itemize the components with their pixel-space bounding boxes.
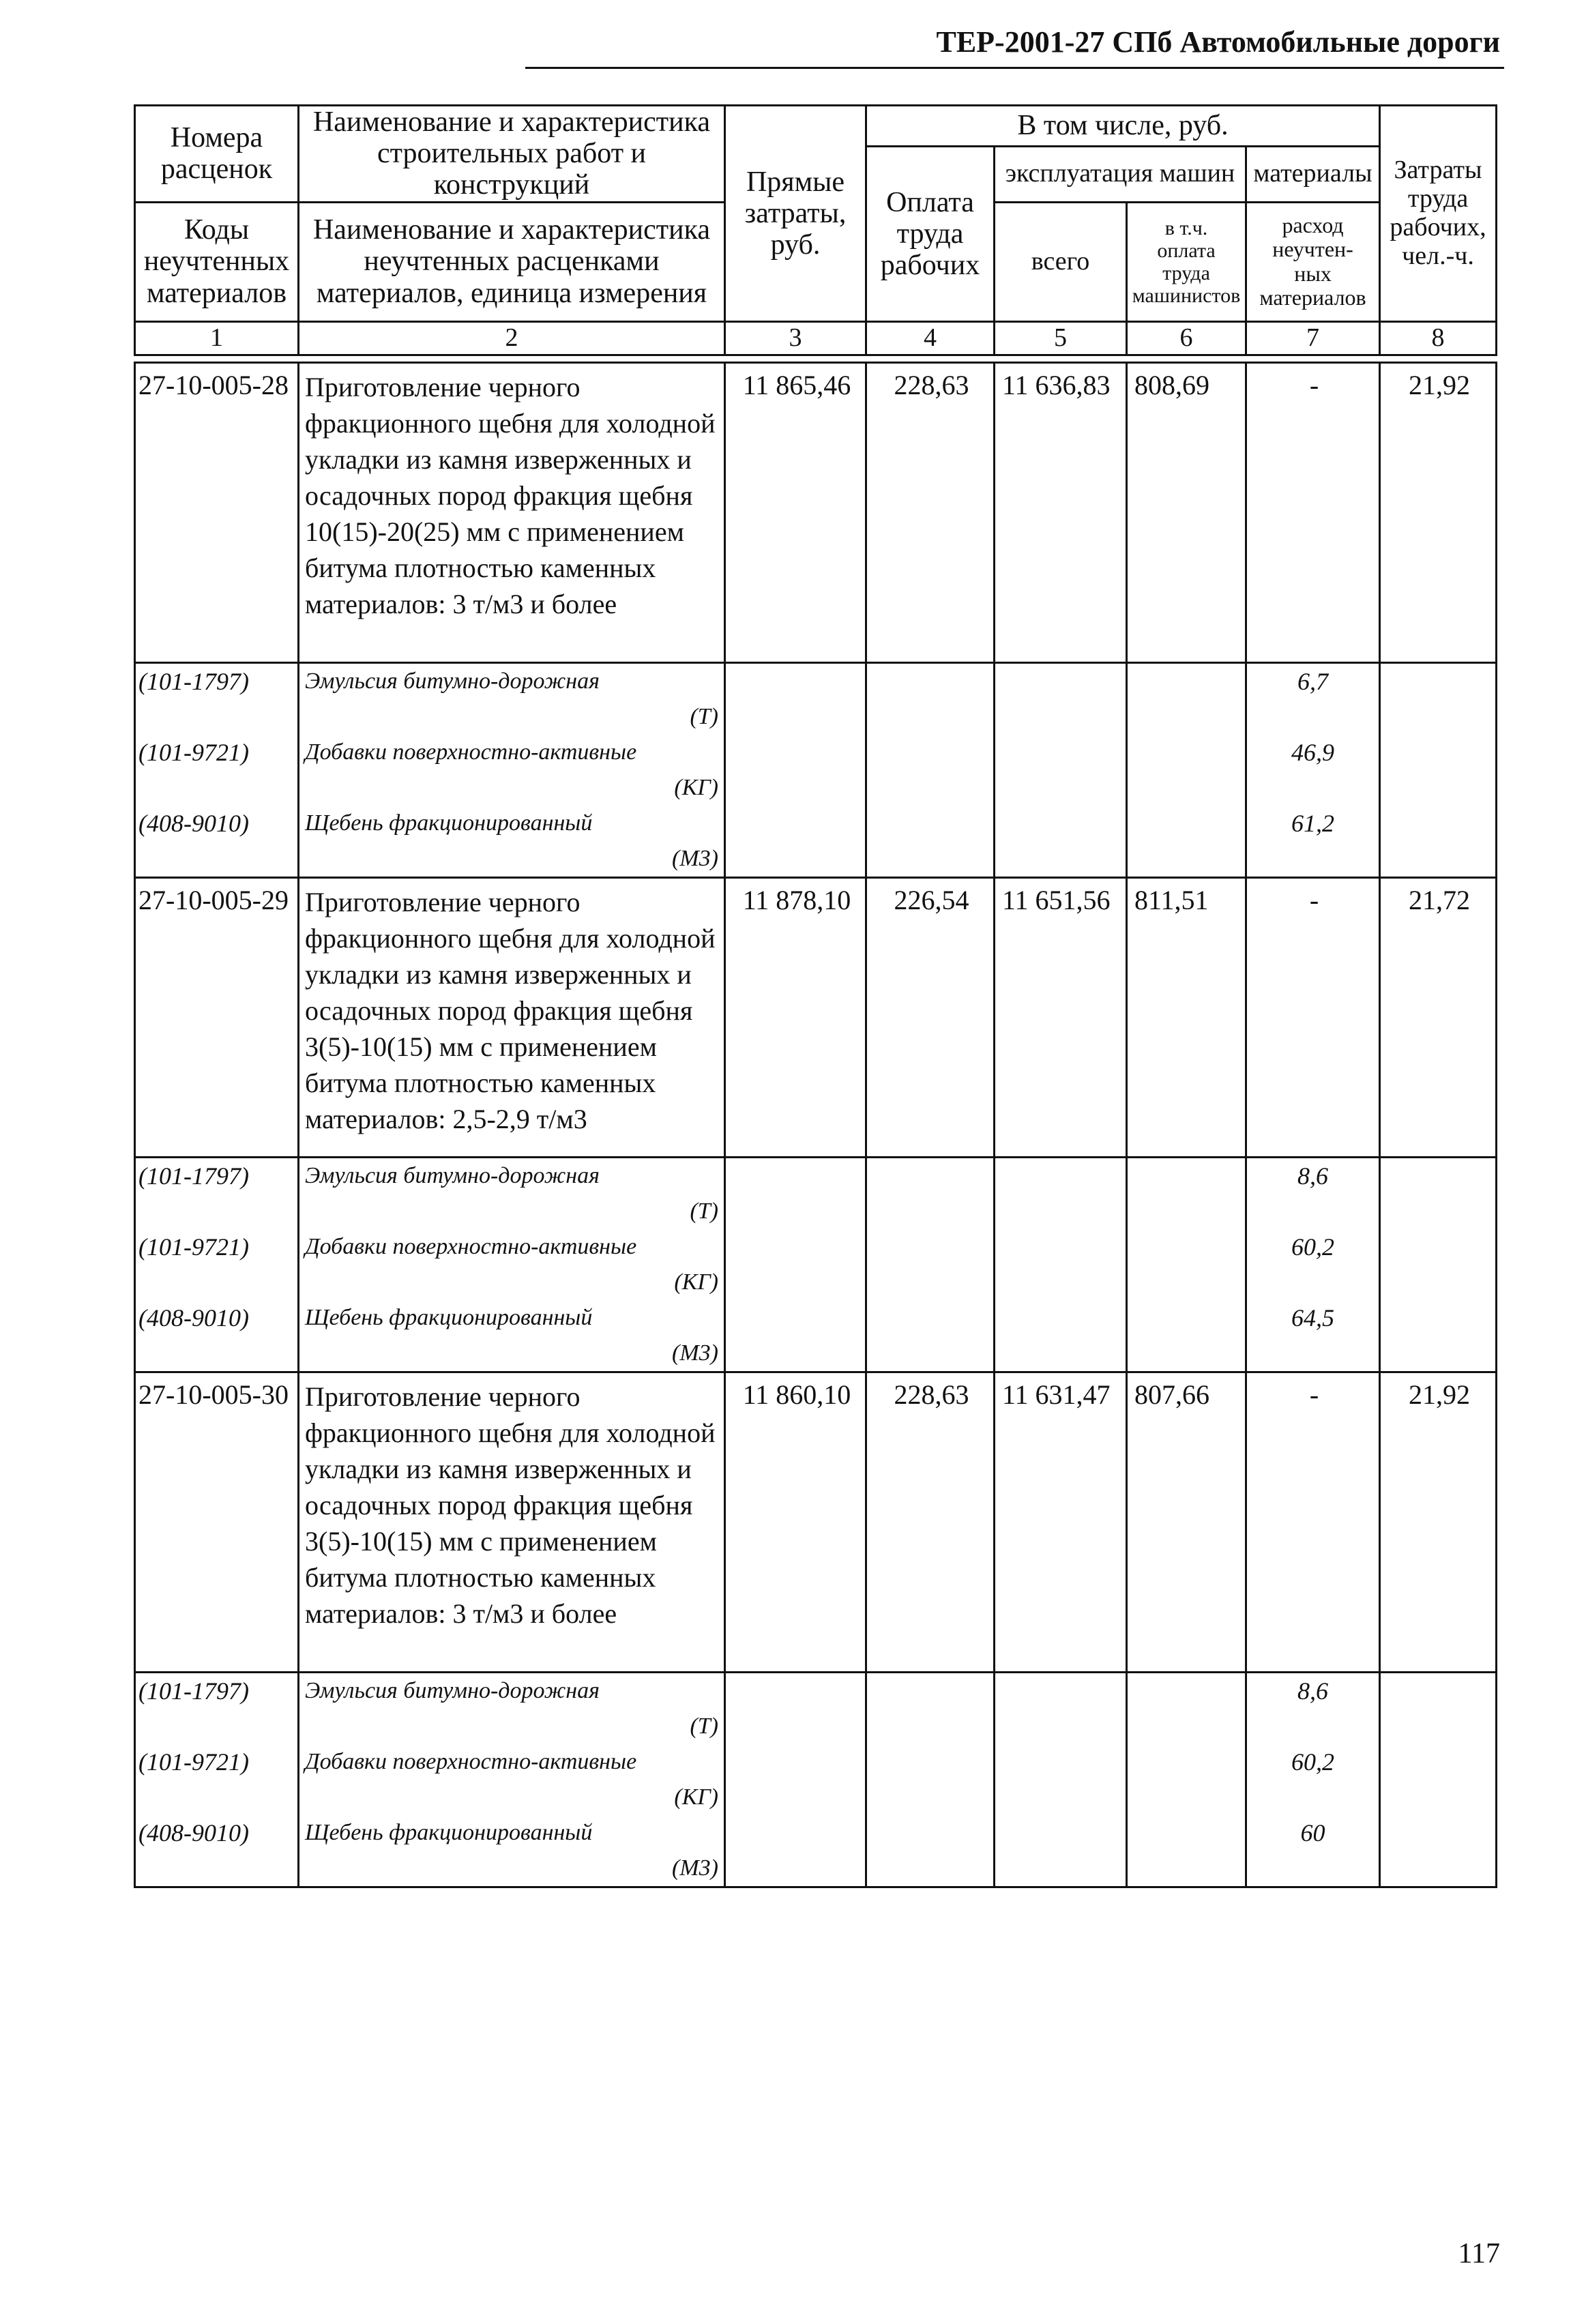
machines-total: 11 636,83: [995, 363, 1127, 663]
material-qty: 8,6: [1297, 1162, 1328, 1190]
material-qty: 64,5: [1291, 1304, 1334, 1332]
col-number: 3: [725, 321, 866, 355]
page-number: 117: [1458, 2238, 1500, 2269]
material-code: (101-1797): [138, 1677, 249, 1705]
header-codes-unaccounted: Коды неучтенных материалов: [135, 202, 299, 321]
col-number: 7: [1246, 321, 1380, 355]
material-unit: (КГ): [674, 1269, 718, 1295]
material-unit: (Т): [690, 704, 718, 729]
header-materials: материалы: [1246, 147, 1380, 203]
direct-costs: 11 860,10: [725, 1372, 866, 1673]
rate-code: 27-10-005-28: [135, 363, 299, 663]
header-rule: [525, 67, 1504, 69]
material-qty: 60,2: [1291, 1233, 1334, 1261]
header-labor-pay: Оплата труда рабочих: [866, 147, 995, 322]
labor-hours: 21,92: [1380, 1372, 1497, 1673]
material-code: (101-9721): [138, 1233, 249, 1261]
material-qty: 61,2: [1291, 810, 1334, 837]
materials-list: [135, 663, 1497, 878]
col-number: 2: [299, 321, 725, 355]
direct-costs: 11 878,10: [725, 878, 866, 1158]
header-direct-costs: Прямые затраты, руб.: [725, 106, 866, 322]
materials-list: [135, 1158, 1497, 1372]
material-code: (101-9721): [138, 1748, 249, 1776]
material-unit: (М3): [672, 1855, 718, 1881]
material-name: Добавки поверхностно-активные: [305, 739, 637, 765]
material-qty: 46,9: [1291, 739, 1334, 766]
header-codes-title: Номера расценок: [135, 106, 299, 203]
material-name: Щебень фракционированный: [305, 1305, 593, 1330]
material-name: Добавки поверхностно-активные: [305, 1234, 637, 1259]
materials-cost: -: [1246, 363, 1380, 663]
header-machinists-pay: в т.ч. оплата труда машинистов: [1127, 202, 1246, 321]
rate-code: 27-10-005-29: [135, 878, 299, 1158]
machines-total: 11 631,47: [995, 1372, 1127, 1673]
material-qty: 6,7: [1297, 668, 1328, 695]
material-name: Щебень фракционированный: [305, 810, 593, 836]
rate-description: Приготовление черного фракционного щебня для холодной укладки из камня изверженных и осадочных пород фракция щебня 10(15)-20(25) мм с применением битума плотностью каменных материалов: 3 т/м3 и более: [299, 363, 725, 663]
material-name: Эмульсия битумно-дорожная: [305, 1678, 600, 1703]
table-row: [135, 878, 1497, 1158]
table-row: [135, 1372, 1497, 1673]
header-including: В том числе, руб.: [866, 106, 1380, 147]
material-code: (408-9010): [138, 1819, 249, 1847]
material-unit: (Т): [690, 1713, 718, 1739]
col-number: 4: [866, 321, 995, 355]
material-code: (408-9010): [138, 810, 249, 837]
col-number: 1: [135, 321, 299, 355]
material-qty: 60: [1300, 1819, 1325, 1847]
rate-code: 27-10-005-30: [135, 1372, 299, 1673]
material-unit: (Т): [690, 1198, 718, 1224]
machines-total: 11 651,56: [995, 878, 1127, 1158]
material-qty: 8,6: [1297, 1677, 1328, 1705]
col-number: 6: [1127, 321, 1246, 355]
labor-hours: 21,72: [1380, 878, 1497, 1158]
material-name: Добавки поверхностно-активные: [305, 1749, 637, 1774]
col-number: 8: [1380, 321, 1497, 355]
materials-cost: -: [1246, 878, 1380, 1158]
machinists-pay: 807,66: [1127, 1372, 1246, 1673]
material-qty: 60,2: [1291, 1748, 1334, 1776]
labor-pay: 228,63: [866, 1372, 995, 1673]
material-code: (101-1797): [138, 668, 249, 695]
material-code: (408-9010): [138, 1304, 249, 1332]
material-code: (101-1797): [138, 1162, 249, 1190]
header-machines: эксплуатация машин: [995, 147, 1246, 203]
machinists-pay: 811,51: [1127, 878, 1246, 1158]
header-labor-hours: Затраты труда рабочих, чел.-ч.: [1380, 106, 1497, 322]
labor-pay: 226,54: [866, 878, 995, 1158]
header-name-title: Наименование и характеристика строительных работ и конструкций: [299, 106, 725, 203]
header-materials-consumption: расход неучтен- ных материалов: [1246, 202, 1380, 321]
material-unit: (М3): [672, 846, 718, 871]
material-name: Эмульсия битумно-дорожная: [305, 1163, 600, 1188]
rate-description: Приготовление черного фракционного щебня для холодной укладки из камня изверженных и осадочных пород фракция щебня 3(5)-10(15) мм с применением битума плотностью каменных материалов: 3 т/м3 и более: [299, 1372, 725, 1673]
material-unit: (КГ): [674, 1784, 718, 1810]
material-name: Щебень фракционированный: [305, 1820, 593, 1845]
machinists-pay: 808,69: [1127, 363, 1246, 663]
materials-list: [135, 1673, 1497, 1887]
header-materials-name: Наименование и характеристика неучтенных расценками материалов, единица измерения: [299, 202, 725, 321]
rate-description: Приготовление черного фракционного щебня для холодной укладки из камня изверженных и осадочных пород фракция щебня 3(5)-10(15) мм с применением битума плотностью каменных материалов: 2,5-2,9 т/м3: [299, 878, 725, 1158]
material-unit: (М3): [672, 1340, 718, 1366]
header-machines-total: всего: [995, 202, 1127, 321]
page-header-title: ТЕР-2001-27 СПб Автомобильные дороги: [936, 25, 1500, 59]
table-row: [135, 363, 1497, 663]
labor-pay: 228,63: [866, 363, 995, 663]
table-body: [134, 362, 1497, 1888]
material-name: Эмульсия битумно-дорожная: [305, 668, 600, 694]
material-code: (101-9721): [138, 739, 249, 766]
materials-cost: -: [1246, 1372, 1380, 1673]
material-unit: (КГ): [674, 775, 718, 800]
table-header: [134, 104, 1497, 356]
direct-costs: 11 865,46: [725, 363, 866, 663]
labor-hours: 21,92: [1380, 363, 1497, 663]
col-number: 5: [995, 321, 1127, 355]
